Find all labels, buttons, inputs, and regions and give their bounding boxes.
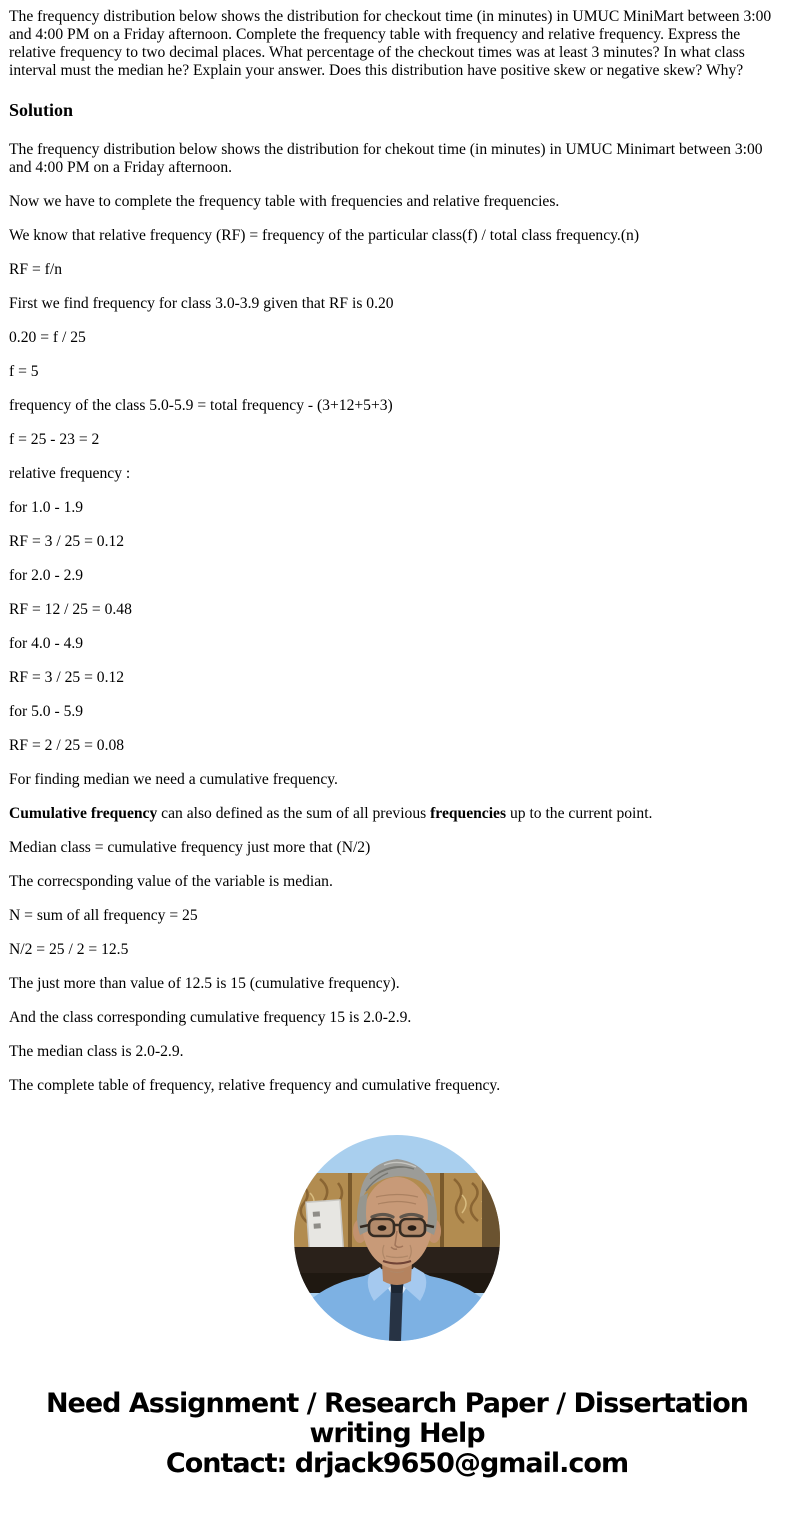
text: can also defined as the sum of all previous: [157, 805, 431, 822]
solution-paragraph: RF = 12 / 25 = 0.48: [9, 601, 132, 618]
solution-paragraph: RF = 3 / 25 = 0.12: [9, 533, 125, 550]
footer-line: Need Assignment / Research Paper / Dissertation: [45, 1388, 749, 1419]
text: up to the current point.: [506, 805, 653, 822]
tutor-portrait-photo: [294, 1135, 500, 1341]
bold-text: Cumulative frequency: [9, 805, 158, 822]
solution-paragraph: First we find frequency for class 3.0-3.9 given that RF is 0.20: [9, 295, 394, 312]
solution-paragraph: For finding median we need a cumulative frequency.: [9, 771, 338, 788]
solution-paragraph: Median class = cumulative frequency just more that (N/2): [9, 839, 371, 856]
pillar-edge-left: [348, 1173, 352, 1251]
eye-left: [378, 1225, 387, 1231]
bold-text: frequencies: [430, 805, 507, 822]
solution-paragraph: for 4.0 - 4.9: [9, 635, 84, 652]
solution-paragraph: relative frequency :: [9, 465, 131, 482]
solution-paragraph: 0.20 = f / 25: [9, 329, 86, 346]
solution-paragraph: RF = f/n: [9, 261, 62, 278]
solution-paragraph: RF = 2 / 25 = 0.08: [9, 737, 125, 754]
solution-paragraph: f = 25 - 23 = 2: [9, 431, 100, 448]
solution-paragraph: The median class is 2.0-2.9.: [9, 1043, 184, 1060]
solution-paragraph: The correcsponding value of the variable is median.: [9, 873, 333, 890]
pillar-edge-right: [440, 1173, 444, 1251]
solution-paragraph: We know that relative frequency (RF) = frequency of the particular class(f) / total class frequency.(n): [9, 227, 640, 244]
footer: [9, 1389, 785, 1479]
eye-right: [408, 1225, 417, 1231]
document-page: [0, 8, 794, 1479]
solution-paragraph: RF = 3 / 25 = 0.12: [9, 669, 125, 686]
solution-paragraph: f = 5: [9, 363, 39, 380]
solution-paragraph: for 1.0 - 1.9: [9, 499, 84, 516]
question-text: The frequency distribution below shows the distribution for checkout time (in minutes) in UMUC MiniMart between 3:00 and 4:00 PM on a Friday afternoon. Complete the frequency table with frequency and relative frequency. Express the relative frequency to two decimal places. What percentage of the checkout times was at least 3 minutes? In what class interval must the median he? Explain your answer. Does this distribution have positive skew or negative skew? Why?: [9, 8, 772, 79]
solution-paragraph: The frequency distribution below shows the distribution for chekout time (in minutes) in UMUC Minimart between 3:00 and 4:00 PM on a Friday afternoon.: [9, 141, 763, 176]
tie: [389, 1285, 403, 1341]
solution-paragraph: The complete table of frequency, relative frequency and cumulative frequency.: [9, 1077, 501, 1094]
solution-heading: Solution: [9, 100, 74, 120]
solution-paragraph: N = sum of all frequency = 25: [9, 907, 198, 924]
solution-paragraph: Now we have to complete the frequency table with frequencies and relative frequencies.: [9, 193, 560, 210]
solution-paragraph: The just more than value of 12.5 is 15 (cumulative frequency).: [9, 975, 400, 992]
solution-paragraphs: [9, 141, 785, 1095]
solution-paragraph: for 2.0 - 2.9: [9, 567, 84, 584]
footer-line: writing Help: [309, 1418, 485, 1449]
solution-paragraph: N/2 = 25 / 2 = 12.5: [9, 941, 129, 958]
solution-paragraph: And the class corresponding cumulative frequency 15 is 2.0-2.9.: [9, 1009, 412, 1026]
wall-shadow-right: [482, 1169, 500, 1255]
solution-paragraph: for 5.0 - 5.9: [9, 703, 84, 720]
solution-paragraph: frequency of the class 5.0-5.9 = total frequency - (3+12+5+3): [9, 397, 393, 414]
footer-contact-line: Contact: drjack9650@gmail.com: [165, 1448, 629, 1479]
solution-paragraph: [9, 805, 785, 823]
avatar-row: [9, 1135, 785, 1341]
